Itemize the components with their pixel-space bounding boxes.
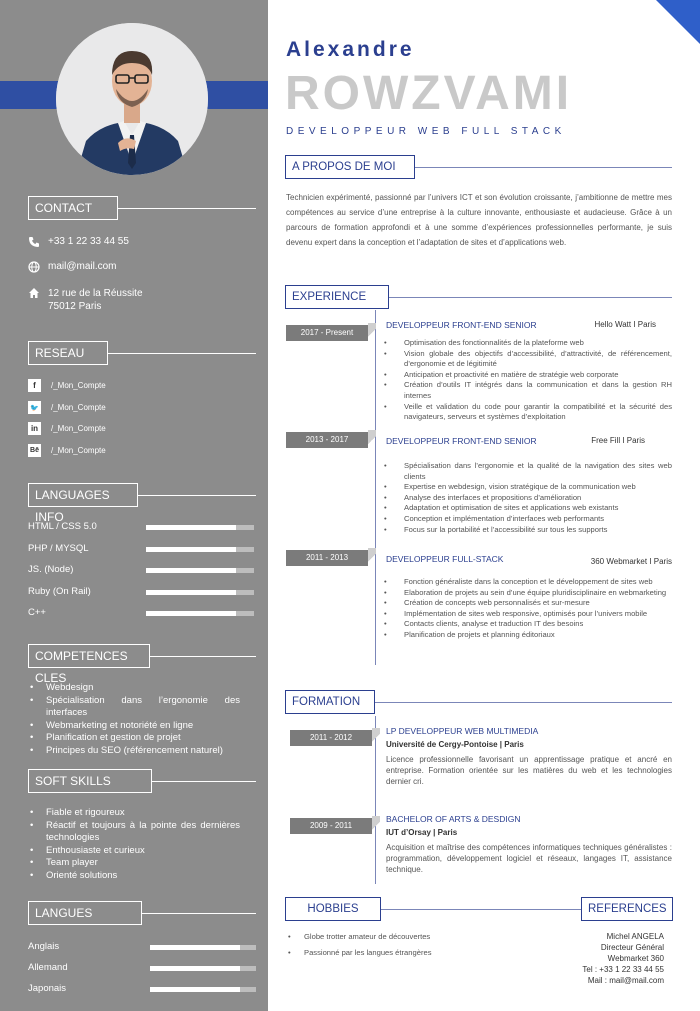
competence-item: • Webdesign xyxy=(28,682,240,695)
reference-name: Michel ANGELA xyxy=(606,932,664,941)
soft-skill-item: • Réactif et toujours à la pointe des dernières technologies xyxy=(28,820,240,845)
experience-bullet: • Anticipation et proactivité en matière de stratégie web corporate xyxy=(384,370,672,381)
experience-company: Free Fill I Paris xyxy=(591,436,645,445)
languages-info-rule xyxy=(138,495,256,496)
experience-company: 360 Webmarket I Paris xyxy=(590,557,672,566)
experience-bullet: • Fonction généraliste dans la conception et le développement de sites web xyxy=(384,577,672,588)
skill-bar-track xyxy=(146,525,254,530)
experience-role: DEVELOPPEUR FULL-STACK xyxy=(386,554,504,564)
skill-bar-fill xyxy=(146,568,236,573)
reference-mail: Mail : mail@mail.com xyxy=(587,976,664,985)
formation-desc: Licence professionnelle favorisant un apprentissage pratique et ancré en entreprise. Formation orientée sur les matières du web et les technologies dernier cri. xyxy=(386,755,672,786)
profile-photo xyxy=(56,23,208,175)
skill-row xyxy=(28,941,256,955)
phone-icon xyxy=(28,236,40,248)
formation-degree: BACHELOR OF ARTS & DESDIGN xyxy=(386,814,521,824)
about-rule xyxy=(415,167,672,168)
skill-label: C++ xyxy=(28,607,46,618)
hobbies-section-title: HOBBIES xyxy=(285,897,381,921)
contact-address-line1: 12 rue de la Réussite xyxy=(48,288,143,299)
experience-bullet: • Création d’outils IT intégrés dans la communication et dans la gestion RH internes xyxy=(384,380,672,401)
skill-label: JS. (Node) xyxy=(28,564,74,575)
linkedin-icon: in xyxy=(28,422,41,435)
social-facebook-label: /_Mon_Compte xyxy=(51,381,106,390)
skill-row xyxy=(28,521,256,535)
last-name: ROWZVAMI xyxy=(285,67,573,120)
experience-rule xyxy=(389,297,672,298)
competence-item: • Planification et gestion de projet xyxy=(28,732,240,745)
social-linkedin[interactable] xyxy=(28,422,106,435)
experience-bullets xyxy=(384,577,672,641)
formation-section-title: FORMATION xyxy=(285,690,375,714)
experience-bullet: • Analyse des interfaces et propositions d’amélioration xyxy=(384,493,672,504)
references-section-title: REFERENCES xyxy=(581,897,673,921)
formation-date: 2011 - 2012 xyxy=(290,730,372,746)
competence-item: • Webmarketing et notoriété en ligne xyxy=(28,720,240,733)
skill-bar-fill xyxy=(150,987,240,992)
skill-bar-fill xyxy=(146,611,236,616)
languages-info-section-title: LANGUAGES INFO xyxy=(28,483,138,507)
contact-rule xyxy=(118,208,256,209)
experience-date: 2011 - 2013 xyxy=(286,550,368,566)
experience-section-title: EXPERIENCE xyxy=(285,285,389,309)
soft-skill-item: • Orienté solutions xyxy=(28,870,240,883)
langues-section-title: LANGUES xyxy=(28,901,142,925)
competence-item: • Principes du SEO (référencement naturel) xyxy=(28,745,240,758)
sidebar xyxy=(0,0,268,1011)
experience-bullet: • Vision globale des objectifs d’accessibilité, d’attractivité, de référencement, d’ergonomie et de légitimité xyxy=(384,349,672,370)
hobbies-rule xyxy=(381,909,581,910)
experience-bullets xyxy=(384,338,672,423)
experience-date: 2013 - 2017 xyxy=(286,432,368,448)
competences-section-title: COMPETENCES CLES xyxy=(28,644,150,668)
hobbies-list xyxy=(286,929,486,961)
skill-label: HTML / CSS 5.0 xyxy=(28,521,97,532)
formation-school: IUT d’Orsay | Paris xyxy=(386,828,458,837)
twitter-icon: 🐦 xyxy=(28,401,41,414)
reference-role: Directeur Général xyxy=(600,943,664,952)
soft-skills-rule xyxy=(152,781,256,782)
experience-role: DEVELOPPEUR FRONT-END SENIOR xyxy=(386,320,537,330)
hobby-item: • Globe trotter amateur de découvertes xyxy=(286,929,486,945)
contact-address xyxy=(28,287,143,313)
skill-label: Ruby (On Rail) xyxy=(28,585,91,597)
contact-email xyxy=(28,261,117,273)
formation-rule xyxy=(375,702,672,703)
first-name: Alexandre xyxy=(286,38,415,61)
skill-row xyxy=(28,983,256,997)
skill-bar-fill xyxy=(146,547,236,552)
globe-icon xyxy=(28,261,40,273)
skill-bar-track xyxy=(150,987,256,992)
skill-label: Japonais xyxy=(28,983,67,994)
references-block xyxy=(504,931,664,986)
contact-phone xyxy=(28,236,129,248)
social-twitter[interactable] xyxy=(28,401,106,414)
experience-role: DEVELOPPEUR FRONT-END SENIOR xyxy=(386,436,537,446)
contact-email-text: mail@mail.com xyxy=(48,261,117,272)
skill-bar-track xyxy=(150,945,256,950)
experience-bullet: • Contacts clients, analyse et traduction IT des besoins xyxy=(384,619,672,630)
skill-bar-track xyxy=(146,547,254,552)
contact-phone-text: +33 1 22 33 44 55 xyxy=(48,236,129,247)
experience-bullet: • Création de concepts web personnalisés et sur-mesure xyxy=(384,598,672,609)
experience-bullet: • Conception et implémentation d’interfaces web performants xyxy=(384,514,672,525)
hobby-item: • Passionné par les langues étrangères xyxy=(286,945,486,961)
skill-row xyxy=(28,543,256,557)
reseau-rule xyxy=(108,353,256,354)
experience-bullet: • Focus sur la portabilité et l’accessibilité sur tous les supports xyxy=(384,525,672,536)
social-linkedin-label: /_Mon_Compte xyxy=(51,424,106,433)
formation-desc: Acquisition et maîtrise des compétences informatiques techniques généralistes : programmation, développement logiciel et réseaux, langages IT, assistance technique. xyxy=(386,843,672,874)
experience-bullet: • Elaboration de projets au sein d’une équipe pluridisciplinaire en webmarketing xyxy=(384,588,672,599)
langues-rule xyxy=(142,913,256,914)
experience-bullet: • Adaptation et optimisation de sites et applications web existants xyxy=(384,503,672,514)
reference-company: Webmarket 360 xyxy=(607,954,664,963)
formation-school: Université de Cergy-Pontoise | Paris xyxy=(386,740,524,749)
competences-rule xyxy=(150,656,256,657)
contact-address-line2: 75012 Paris xyxy=(48,301,102,312)
social-behance-label: /_Mon_Compte xyxy=(51,446,106,455)
social-twitter-label: /_Mon_Compte xyxy=(51,403,106,412)
skill-bar-fill xyxy=(150,945,240,950)
soft-skills-list xyxy=(28,807,240,882)
skill-bar-track xyxy=(146,590,254,595)
facebook-icon: f xyxy=(28,379,41,392)
skill-label: Anglais xyxy=(28,941,60,952)
behance-icon: Bē xyxy=(28,444,41,457)
contact-section-title: CONTACT xyxy=(28,196,118,220)
soft-skill-item: • Fiable et rigoureux xyxy=(28,807,240,820)
social-facebook[interactable] xyxy=(28,379,106,392)
soft-skills-section-title: SOFT SKILLS xyxy=(28,769,152,793)
skill-row xyxy=(28,564,256,578)
skill-row xyxy=(28,607,256,621)
skill-bar-fill xyxy=(146,590,236,595)
competence-item: • Spécialisation dans l’ergonomie des interfaces xyxy=(28,695,240,720)
skill-bar-track xyxy=(150,966,256,971)
social-behance[interactable] xyxy=(28,444,106,457)
experience-date: 2017 - Present xyxy=(286,325,368,341)
formation-degree: LP DEVELOPPEUR WEB MULTIMEDIA xyxy=(386,726,539,736)
soft-skill-item: • Enthousiaste et curieux xyxy=(28,845,240,858)
corner-triangle xyxy=(656,0,700,44)
home-icon xyxy=(28,287,40,299)
skill-label: Allemand xyxy=(28,962,68,973)
job-title: DEVELOPPEUR WEB FULL STACK xyxy=(286,126,566,137)
experience-bullets xyxy=(384,461,672,535)
experience-bullet: • Veille et validation du code pour garantir la compatibilité et la sécurité des navigateurs, serveurs et systèmes d’exploitation xyxy=(384,402,672,423)
skill-label: PHP / MYSQL xyxy=(28,542,89,554)
experience-bullet: • Implémentation de sites web responsive, optimisés pour l’univers mobile xyxy=(384,609,672,620)
skill-bar-track xyxy=(146,568,254,573)
about-text: Technicien expérimenté, passionné par l’univers ICT et son évolution croissante, j’ambitionne de mettre mes compétences au service d’une entreprise à la culture innovante, enthousiaste et audacieuse. Grâce à un parcours de formation approfondi et à une somme d’expériences professionnelles performante, je suis devenu expert dans la conception et l’adaptation de sites et d’applications web. xyxy=(286,193,672,247)
experience-company: Hello Watt I Paris xyxy=(594,320,656,329)
experience-bullet: • Expertise en webdesign, vision stratégique de la communication web xyxy=(384,482,672,493)
reseau-section-title: RESEAU xyxy=(28,341,108,365)
skill-bar-fill xyxy=(150,966,240,971)
skill-row xyxy=(28,962,256,976)
skill-row xyxy=(28,586,256,600)
experience-bullet: • Spécialisation dans l’ergonomie et la qualité de la navigation des sites web clients xyxy=(384,461,672,482)
experience-bullet: • Optimisation des fonctionnalités de la plateforme web xyxy=(384,338,672,349)
skill-bar-fill xyxy=(146,525,236,530)
about-section-title: A PROPOS DE MOI xyxy=(285,155,415,179)
reference-phone: Tel : +33 1 22 33 44 55 xyxy=(582,965,664,974)
formation-date: 2009 - 2011 xyxy=(290,818,372,834)
profile-photo-illustration xyxy=(56,23,208,175)
soft-skill-item: • Team player xyxy=(28,857,240,870)
experience-timeline xyxy=(375,310,376,665)
experience-bullet: • Planification de projets et planning éditoriaux xyxy=(384,630,672,641)
skill-bar-track xyxy=(146,611,254,616)
competences-list xyxy=(28,682,240,757)
